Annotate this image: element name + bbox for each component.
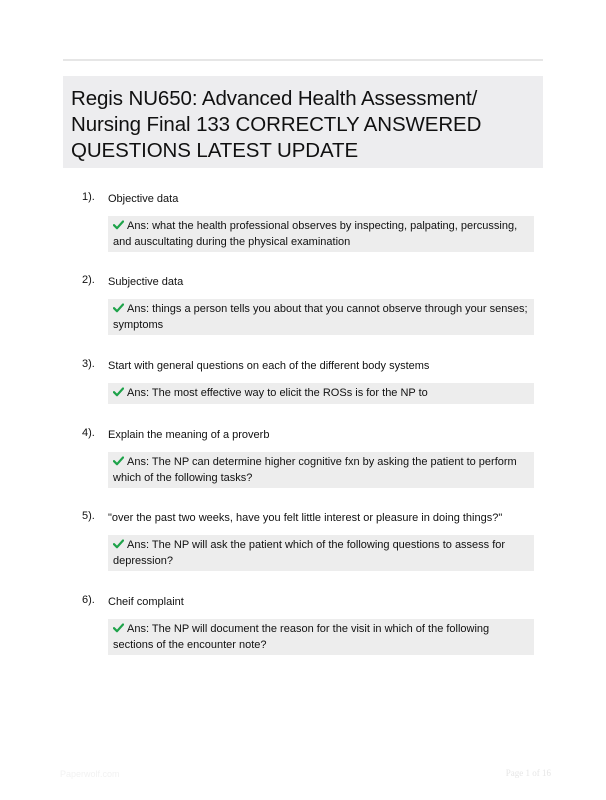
answer-box xyxy=(108,619,534,655)
answer-text: Ans: The most effective way to elicit the ROSs is for the NP to xyxy=(127,387,428,399)
answer-box xyxy=(108,299,534,335)
page-number: Page 1 of 16 xyxy=(505,768,551,778)
title-block xyxy=(63,76,543,168)
answer-text: Ans: what the health professional observes by inspecting, palpating, percussing, and auscultating during the physical examination xyxy=(113,220,518,248)
answer-box xyxy=(108,216,534,252)
document-title: Regis NU650: Advanced Health Assessment/ Nursing Final 133 CORRECTLY ANSWERED QUESTIONS LATEST UPDATE xyxy=(71,87,482,162)
check-icon xyxy=(113,623,124,633)
answer-box xyxy=(108,383,534,404)
question-number: 1). xyxy=(82,191,95,203)
question-text: Objective data xyxy=(108,193,179,205)
question-text: Subjective data xyxy=(108,276,184,288)
check-icon xyxy=(113,456,124,466)
question-number: 5). xyxy=(82,510,95,522)
question-number: 6). xyxy=(82,594,95,606)
footer-watermark: Paperwolf.com xyxy=(60,769,120,779)
question-number: 2). xyxy=(82,274,95,286)
top-divider xyxy=(63,59,543,61)
answer-text: Ans: The NP will ask the patient which of the following questions to assess for depression? xyxy=(113,539,506,567)
answer-text: Ans: The NP will document the reason for the visit in which of the following sections of the encounter note? xyxy=(113,623,490,651)
question-number: 3). xyxy=(82,358,95,370)
question-text: Cheif complaint xyxy=(108,596,184,608)
check-icon xyxy=(113,303,124,313)
answer-box xyxy=(108,452,534,488)
answer-box xyxy=(108,535,534,571)
check-icon xyxy=(113,387,124,397)
check-icon xyxy=(113,539,124,549)
answer-text: Ans: things a person tells you about that you cannot observe through your senses; symptoms xyxy=(113,303,528,331)
question-text: Start with general questions on each of the different body systems xyxy=(108,360,430,372)
answer-text: Ans: The NP can determine higher cognitive fxn by asking the patient to perform which of the following tasks? xyxy=(113,456,517,484)
question-number: 4). xyxy=(82,427,95,439)
question-text: "over the past two weeks, have you felt little interest or pleasure in doing things?" xyxy=(108,512,503,524)
question-text: Explain the meaning of a proverb xyxy=(108,429,270,441)
check-icon xyxy=(113,220,124,230)
